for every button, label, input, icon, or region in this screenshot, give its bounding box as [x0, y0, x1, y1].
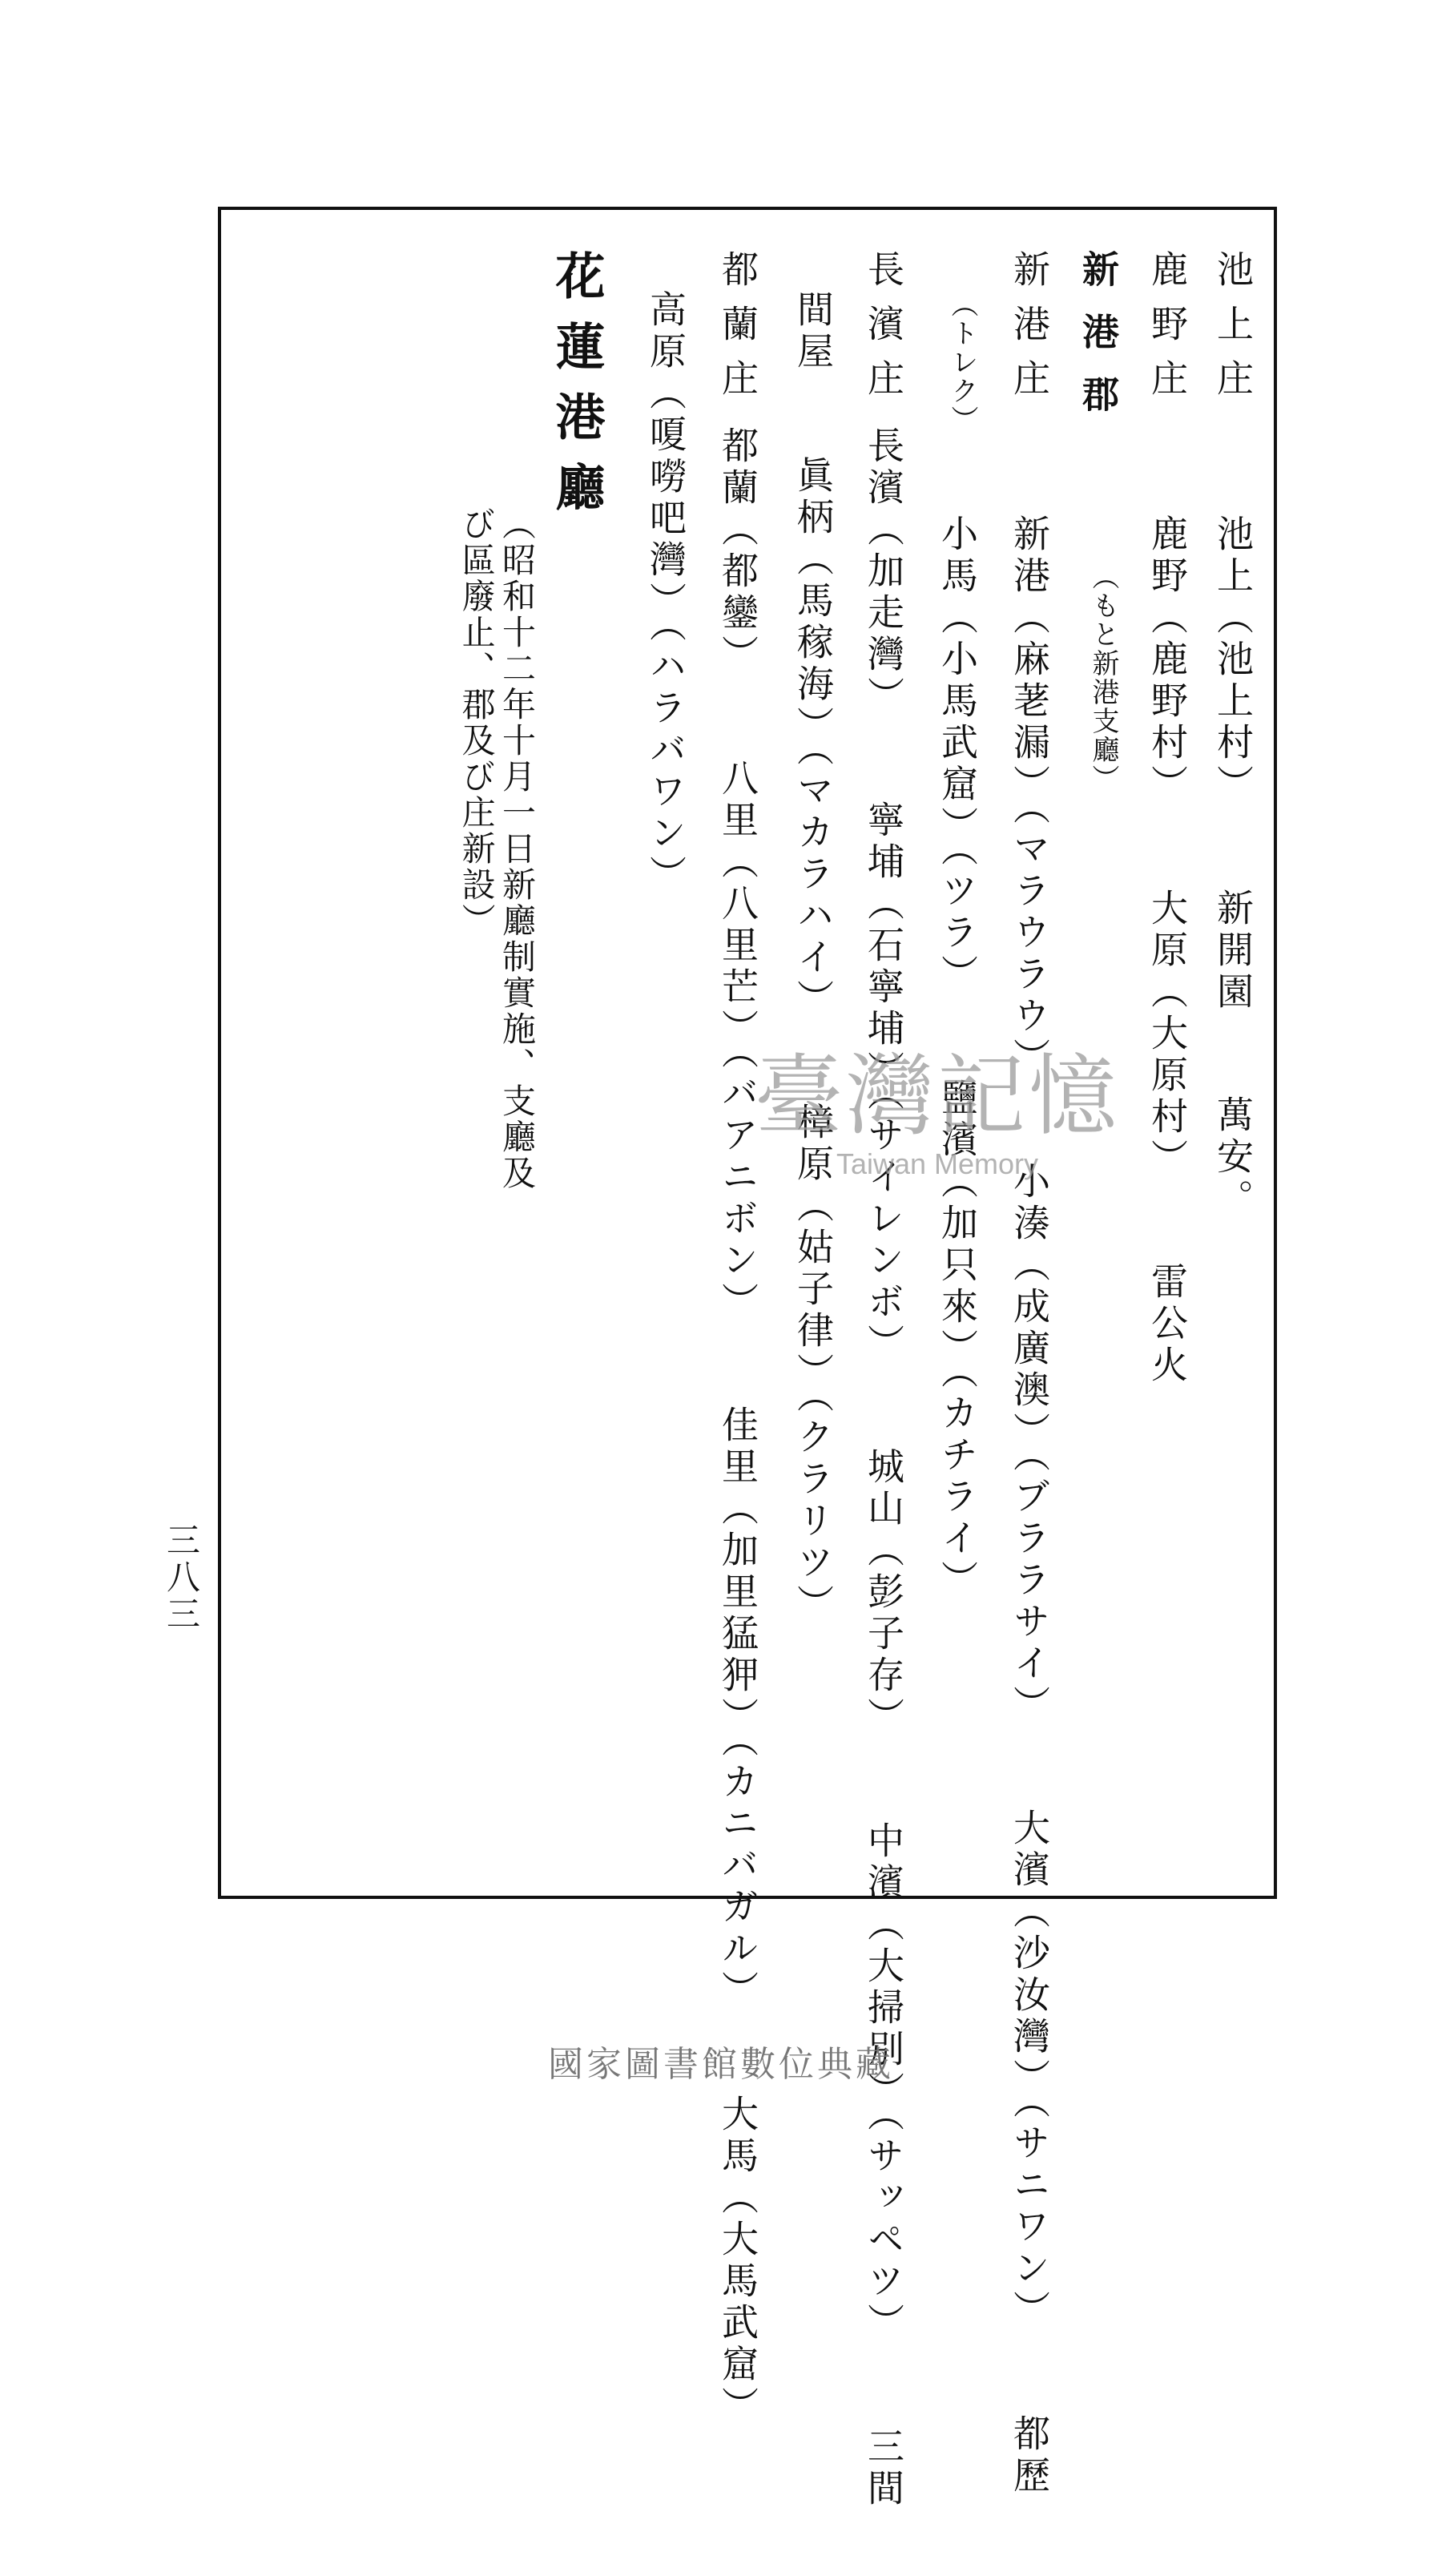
entry: 佳里（加里猛狎）（カニバガル）: [716, 1405, 759, 2013]
entry: 八里（八里芒）（バアニボン）: [716, 758, 759, 1324]
entry: 都蘭（都鑾）: [716, 426, 759, 676]
footer-credit: 國家圖書館數位典藏: [548, 2044, 894, 2085]
entries-col9: [644, 290, 687, 962]
watermark-subtitle: Taiwan Memory: [836, 1147, 1039, 1180]
entries-xingang: [1008, 514, 1051, 2563]
watermark-logo: 臺灣記憶: [755, 1045, 1120, 1147]
title-note: （昭和十二年十月一日新廳制實施、支廳及び區廢止、郡及び庄新設）: [457, 506, 537, 1191]
entry: 大濱（沙汝灣）（サニワン）: [1008, 1808, 1051, 2332]
entry: 長濱（加走灣）: [862, 426, 905, 718]
entries-luye: [1146, 514, 1189, 1453]
district-xingang: 新港郡: [1077, 250, 1120, 437]
entries-dulan: [716, 426, 759, 2493]
entry: 間屋: [791, 290, 835, 373]
entry: 城山（彭子存）: [862, 1447, 905, 1740]
entry: 寧埔（石寧埔）（サイレンボ）: [862, 800, 905, 1365]
entry: 新港（麻荖漏）（マラウラウ）: [1008, 514, 1051, 1079]
entry: 鹿野（鹿野村）: [1146, 514, 1189, 806]
page-title: 花蓮港廳: [547, 250, 606, 532]
entry: 小馬（小馬武窟）（ツラ）: [936, 514, 979, 996]
heading-chishang: 池上庄: [1211, 250, 1255, 413]
entry: 中濱（大掃別）（サッペツ）: [862, 1820, 905, 2344]
heading-changbin: 長濱庄: [862, 250, 905, 413]
page-number: 三八三: [162, 1522, 201, 1633]
entry: 池上（池上村）: [1211, 514, 1255, 806]
entry: 三間: [862, 2426, 905, 2510]
entry: 高原（嗄嘮吧灣）（ハラバワン）: [644, 290, 687, 897]
entries-changbin: [862, 426, 905, 2576]
entries-col7: [791, 290, 835, 1691]
entry: 眞柄（馬稼海）（マカラハイ）: [791, 455, 835, 1021]
heading-xingang-zhuang: 新港庄: [1008, 250, 1051, 413]
entry: 小湊（成廣澳）（ブララサイ）: [1008, 1161, 1051, 1727]
heading-luye: 鹿野庄: [1146, 250, 1189, 413]
entry: 大原（大原村）: [1146, 888, 1189, 1180]
entry: 萬安。: [1211, 1095, 1255, 1221]
sub-note-torek: （トレク）: [946, 290, 978, 434]
entries-col5: [936, 514, 979, 1667]
entry: 新開園: [1211, 888, 1255, 1014]
entry: 樟原（姑子律）（クラリツ）: [791, 1103, 835, 1627]
entries-chishang: [1211, 514, 1255, 1286]
entry: 大馬（大馬武窟）: [716, 2094, 759, 2428]
entry: 鹽濱（加只來）（カチライ）: [936, 1078, 979, 1602]
heading-dulan: 都蘭庄: [716, 250, 759, 413]
entry: 都歷: [1008, 2413, 1051, 2497]
entry: 雷公火: [1146, 1262, 1189, 1388]
district-note: （もと新港支廳）: [1087, 562, 1119, 793]
